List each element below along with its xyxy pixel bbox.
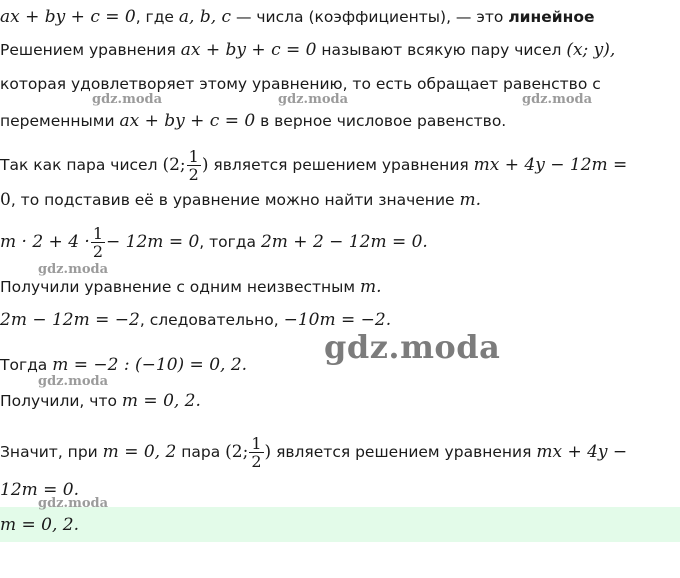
equation: ax + by + c = 0 — [0, 7, 136, 27]
equation: 2m − 12m = −2 — [0, 310, 140, 330]
text: , тогда — [199, 233, 261, 251]
text-line-2 — [0, 38, 615, 62]
watermark: gdz.moda — [278, 92, 349, 107]
watermark: gdz.moda — [92, 92, 163, 107]
equation: −10m = −2. — [283, 310, 392, 330]
pair: (x; y), — [566, 40, 616, 60]
text-line-5 — [0, 145, 627, 185]
text-line-11 — [0, 389, 201, 413]
pair-close: ) — [201, 155, 209, 175]
bold-term: линейное — [508, 8, 595, 26]
watermark-large: gdz.moda — [324, 328, 501, 366]
text-line-7 — [0, 222, 428, 262]
equation: m = −2 : (−10) = 0, 2. — [52, 355, 248, 375]
equation: m = 0, 2. — [121, 391, 201, 411]
answer-highlight — [0, 507, 680, 542]
fraction-denominator: 2 — [251, 452, 262, 471]
fraction — [249, 435, 263, 470]
variable-m: m. — [360, 277, 382, 297]
pair-open: (2; — [162, 155, 186, 175]
pair-close: ) — [264, 442, 272, 462]
text: переменными — [0, 112, 120, 130]
watermark: gdz.moda — [38, 496, 109, 511]
text-line-4 — [0, 109, 506, 133]
watermark: gdz.moda — [522, 92, 593, 107]
text: Тогда — [0, 356, 53, 374]
equation: m · 2 + 4 · — [0, 232, 90, 252]
text: является решением уравнения — [208, 156, 474, 174]
text: — числа (коэффициенты), — это — [231, 8, 509, 26]
equation: mx + 4y − 12m = — [473, 155, 628, 175]
coefficients: a, b, c — [178, 7, 232, 27]
variable-m: m. — [459, 190, 482, 210]
fraction — [187, 148, 201, 183]
text: в верное числовое равенство. — [255, 112, 507, 130]
watermark: gdz.moda — [38, 262, 109, 277]
fraction — [91, 225, 105, 260]
fraction-numerator: 1 — [251, 434, 262, 453]
text: Значит, при — [0, 443, 103, 461]
fraction-denominator: 2 — [92, 242, 104, 261]
pair-open: (2; — [225, 442, 249, 462]
fraction-numerator: 1 — [92, 224, 104, 243]
text: Получили уравнение с одним неизвестным — [0, 278, 361, 296]
text: , где — [135, 8, 179, 26]
text: , следовательно, — [139, 311, 284, 329]
answer-line — [0, 513, 79, 537]
text-line-8 — [0, 275, 382, 299]
text: пара — [176, 443, 226, 461]
equation: ax + by + c = 0 — [180, 40, 317, 60]
text-line-6 — [0, 188, 481, 212]
zero: 0 — [0, 190, 11, 210]
text: Так как пара чисел — [0, 156, 163, 174]
text-line-12 — [0, 432, 627, 472]
text: Решением уравнения — [0, 41, 181, 59]
answer-equation: m = 0, 2. — [0, 515, 80, 535]
watermark: gdz.moda — [38, 374, 109, 389]
equation: − 12m = 0 — [106, 232, 200, 252]
text: является решением уравнения — [271, 443, 537, 461]
equation: 12m = 0. — [0, 480, 80, 500]
equation: m = 0, 2 — [102, 442, 177, 462]
equation: ax + by + c = 0 — [119, 111, 256, 131]
text: Получили, что — [0, 392, 122, 410]
fraction-denominator: 2 — [188, 165, 199, 184]
text: называют всякую пару чисел — [316, 41, 567, 59]
equation: mx + 4y − — [536, 442, 628, 462]
text: , то подставив её в уравнение можно найти значение — [10, 191, 460, 209]
fraction-numerator: 1 — [188, 147, 199, 166]
text-line-1 — [0, 5, 594, 29]
equation: 2m + 2 − 12m = 0. — [260, 232, 428, 252]
text: которая удовлетворяет этому уравнению, то есть обращает равенство с — [0, 75, 601, 93]
